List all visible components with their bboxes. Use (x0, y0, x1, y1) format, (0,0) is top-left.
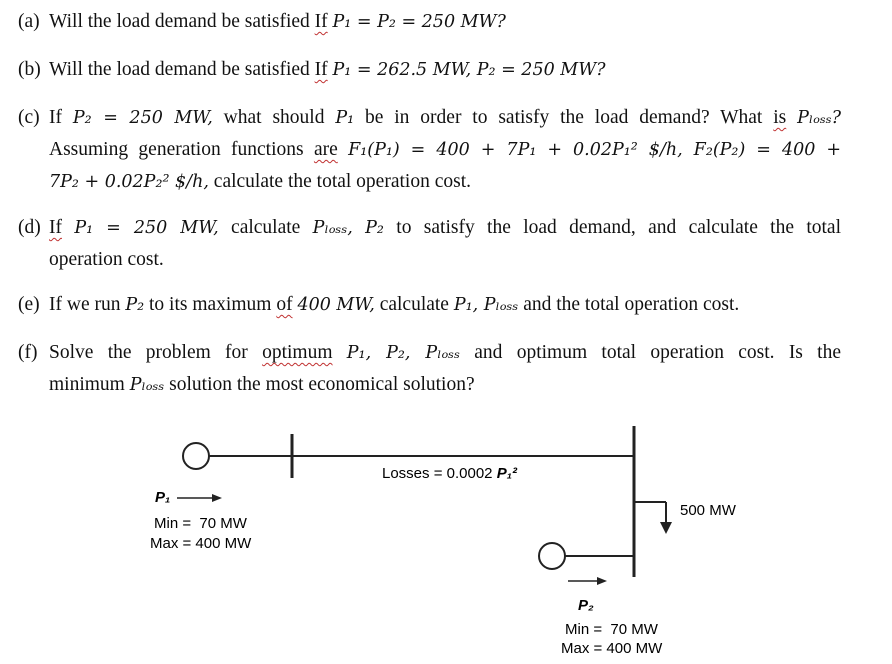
question-text: are (313, 139, 338, 160)
gen2-min: Min = 70 MW (565, 621, 658, 638)
gen1-name: P₁ (155, 489, 171, 506)
math-expression: 7P₂ + 0.02P₂² $/h, (49, 172, 209, 192)
question-text: calculate the total operation cost. (213, 171, 471, 192)
question-text: Will the load demand be satisfied (49, 11, 310, 32)
math-expression: P₂ (365, 218, 384, 238)
generator-2-symbol (539, 543, 565, 569)
question-label: (e) (18, 294, 40, 315)
question-label: (f) (18, 342, 38, 363)
question-text: operation cost. (49, 249, 164, 270)
question-text: If (314, 11, 328, 32)
question-text: is (773, 107, 787, 128)
load-label: 500 MW (680, 502, 736, 519)
math-expression: Pₗₒₛₛ, (312, 218, 353, 238)
question-label: (a) (18, 11, 40, 32)
question-text: calculate (379, 294, 449, 315)
gen2-max: Max = 400 MW (561, 640, 663, 657)
question-text: and the total operation cost. (523, 294, 740, 315)
question-text: Will the load demand be satisfied (49, 59, 310, 80)
question-text: If we run (49, 294, 121, 315)
question-text: If (314, 59, 328, 80)
gen1-max: Max = 400 MW (150, 535, 252, 552)
question-label: (b) (18, 59, 41, 80)
math-expression: P₁, P₂, Pₗₒₛₛ (346, 343, 460, 363)
question-text: of (276, 294, 293, 315)
question-text: calculate (231, 217, 301, 238)
generator-1-symbol (183, 443, 209, 469)
question-label: (d) (18, 217, 41, 238)
math-expression: P₁ = P₂ = 250 MW? (332, 12, 506, 32)
losses-label: Losses = 0.0002 P₁² (382, 465, 517, 482)
question-text: Solve the problem for (49, 342, 248, 363)
gen1-min: Min = 70 MW (154, 515, 247, 532)
question-text: If (49, 217, 62, 238)
math-expression: Pₗₒₛₛ? (797, 108, 842, 128)
question-text: what should (223, 107, 325, 128)
p1-arrow-head (212, 494, 222, 502)
gen2-name: P₂ (578, 597, 594, 614)
question-text: Assuming generation functions (49, 139, 304, 160)
question-text: to its maximum (149, 294, 272, 315)
load-arrow-head (660, 522, 672, 534)
p2-arrow-head (597, 577, 607, 585)
question-label: (c) (18, 107, 40, 128)
question-text: If (49, 107, 62, 128)
math-expression: P₁ (335, 108, 355, 128)
math-expression: P₂ = 250 MW, (72, 108, 213, 128)
math-expression: F₁(P₁) = 400 + 7P₁ + 0.02P₁² $/h, F₂(P₂) = 400 + (348, 140, 842, 160)
question-text: to satisfy the load demand, and calculate the total (396, 217, 842, 238)
math-expression: P₁, Pₗₒₛₛ (453, 295, 519, 315)
question-text: and optimum total operation cost. Is the (474, 342, 841, 363)
math-expression: P₁ = 250 MW, (74, 218, 219, 238)
math-expression: P₂ (125, 295, 145, 315)
question-text: minimum (49, 374, 125, 395)
question-text: solution the most economical solution? (169, 374, 475, 395)
question-text: optimum (262, 342, 333, 363)
question-text: be in order to satisfy the load demand? What (365, 107, 763, 128)
math-expression: Pₗₒₛₛ (129, 375, 165, 395)
math-expression: P₁ = 262.5 MW, P₂ = 250 MW? (332, 60, 606, 80)
math-expression: 400 MW, (297, 295, 375, 315)
